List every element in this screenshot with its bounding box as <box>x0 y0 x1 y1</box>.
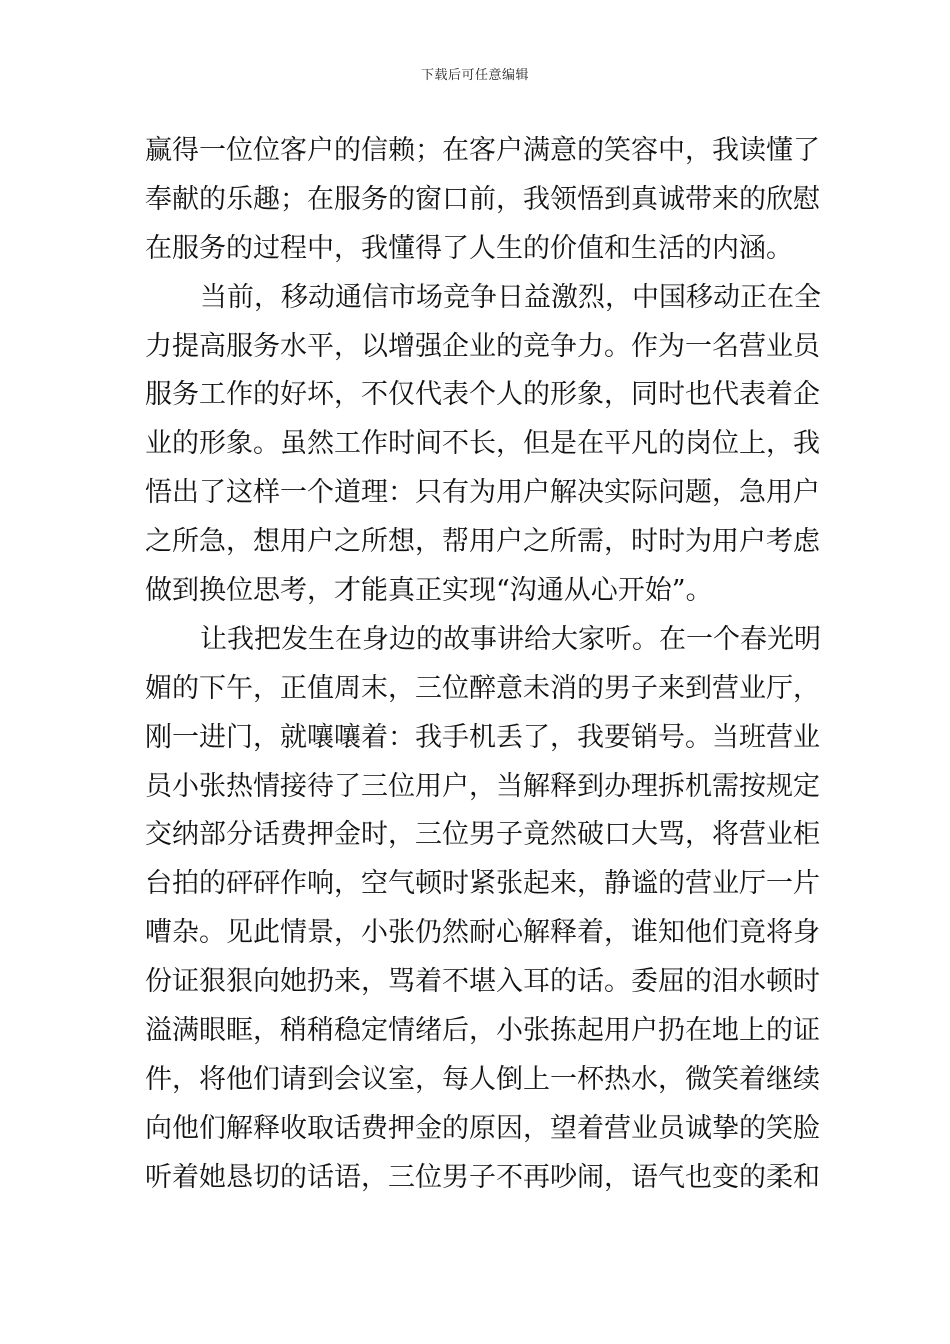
text-line: 服务工作的好坏，不仅代表个人的形象，同时也代表着企 <box>145 379 820 411</box>
text-line: 悟出了这样一个道理：只有为用户解决实际问题，急用户 <box>145 477 820 509</box>
text-line: 台拍的砰砰作响，空气顿时紧张起来，静谧的营业厅一片 <box>145 868 820 900</box>
body-text <box>145 127 821 1203</box>
text-line: 听着她恳切的话语，三位男子不再吵闹，语气也变的柔和 <box>145 1161 820 1193</box>
text-line: 在服务的过程中，我懂得了人生的价值和生活的内涵。 <box>145 232 793 264</box>
text-line: 做到换位思考，才能真正实现“沟通从心开始”。 <box>145 575 713 607</box>
paragraph-first-line: 当前，移动通信市场竞争日益激烈，中国移动正在全 <box>200 281 821 313</box>
text-line: 力提高服务水平，以增强企业的竞争力。作为一名营业员 <box>145 330 820 362</box>
paragraph-first-line: 让我把发生在身边的故事讲给大家听。在一个春光明 <box>200 623 821 655</box>
text-line: 员小张热情接待了三位用户，当解释到办理拆机需按规定 <box>145 770 820 802</box>
text-line: 嘈杂。见此情景，小张仍然耐心解释着，谁知他们竟将身 <box>145 917 820 949</box>
text-line: 刚一进门，就嚷嚷着：我手机丢了，我要销号。当班营业 <box>145 721 820 753</box>
text-line: 媚的下午，正值周末，三位醉意未消的男子来到营业厅， <box>145 672 820 704</box>
text-line: 之所急，想用户之所想，帮用户之所需，时时为用户考虑 <box>145 526 820 558</box>
text-line: 份证狠狠向她扔来，骂着不堪入耳的话。委屈的泪水顿时 <box>145 966 820 998</box>
text-line: 向他们解释收取话费押金的原因，望着营业员诚挚的笑脸 <box>145 1112 820 1144</box>
text-line: 溢满眼眶，稍稍稳定情绪后，小张拣起用户扔在地上的证 <box>145 1015 820 1047</box>
text-line: 奉献的乐趣；在服务的窗口前，我领悟到真诚带来的欣慰 <box>145 183 820 215</box>
page-header: 下载后可任意编辑 <box>420 68 529 83</box>
text-line: 交纳部分话费押金时，三位男子竟然破口大骂，将营业柜 <box>145 819 820 851</box>
text-line: 件，将他们请到会议室，每人倒上一杯热水，微笑着继续 <box>145 1063 820 1095</box>
text-line: 业的形象。虽然工作时间不长，但是在平凡的岗位上，我 <box>145 428 820 460</box>
text-line: 赢得一位位客户的信赖；在客户满意的笑容中，我读懂了 <box>145 135 820 166</box>
